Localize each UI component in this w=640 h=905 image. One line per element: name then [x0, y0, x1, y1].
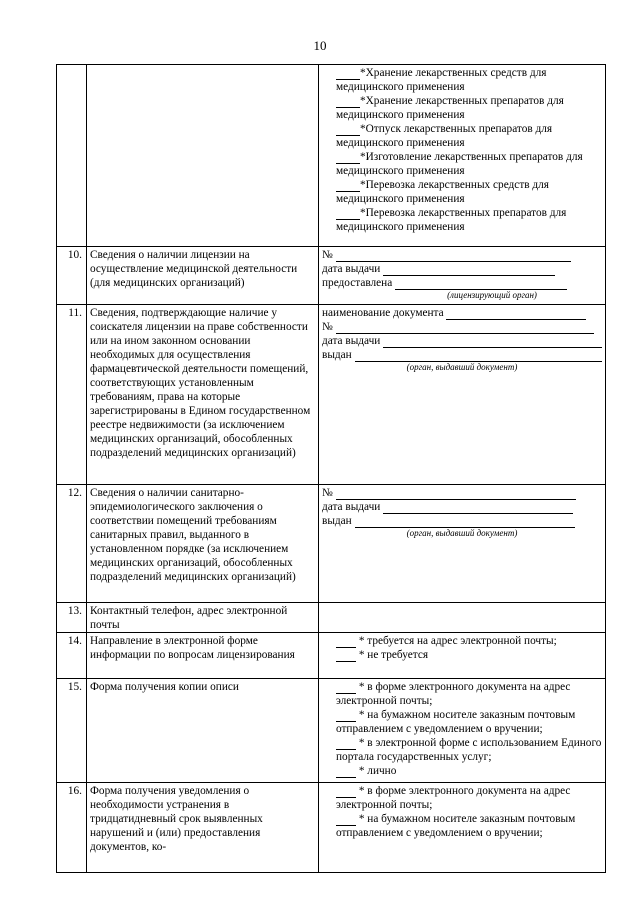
row-label: Форма получения копии описи	[87, 679, 319, 783]
table-row	[57, 679, 606, 783]
option-item[interactable]: *Хранение лекарственных средств для медицинского применения	[336, 67, 547, 93]
option-item[interactable]: * на бумажном носителе заказным почтовым отправлением с уведомлением о вручении;	[336, 709, 576, 735]
activity-options	[319, 65, 606, 247]
row-number: 11.	[57, 305, 87, 485]
document-number-field[interactable]: №	[322, 320, 602, 334]
option-item[interactable]: * в электронной форме с использованием Единого портала государственных услуг;	[336, 737, 602, 763]
row-label: Сведения о наличии санитарно-эпидемиологического заключения о соответствии помещений требованиям санитарных правил, выданного в установленном порядке (за исключением медицинских организаций, обособленных подразделений медицинских организаций)	[87, 485, 319, 603]
row-number: 10.	[57, 247, 87, 305]
table-row	[57, 783, 606, 873]
license-application-table	[56, 64, 606, 873]
field-caption: (лицензирующий орган)	[447, 290, 537, 300]
option-item[interactable]: *Перевозка лекарственных препаратов для медицинского применения	[336, 207, 567, 233]
issued-by-field[interactable]: предоставлена	[322, 276, 602, 290]
conclusion-number-field[interactable]: №	[322, 486, 602, 500]
table-row	[57, 65, 606, 247]
option-item[interactable]: *Хранение лекарственных препаратов для медицинского применения	[336, 95, 564, 121]
row-label: Форма получения уведомления о необходимости устранения в тридцатидневный срок выявленных нарушений и (или) предоставления документов, ко-	[87, 783, 319, 873]
row-label: Контактный телефон, адрес электронной почты	[87, 603, 319, 633]
issue-date-field[interactable]: дата выдачи	[322, 334, 602, 348]
row-number: 15.	[57, 679, 87, 783]
row-number: 13.	[57, 603, 87, 633]
table-row	[57, 247, 606, 305]
option-item[interactable]: * в форме электронного документа на адрес электронной почты;	[336, 681, 571, 707]
row-label: Сведения, подтверждающие наличие у соискателя лицензии на праве собственности или на ином законном основании необходимых для осуществления фармацевтической деятельности помещений, соответствующих установленным требованиям, права на которые зарегистрированы в Едином государственном реестре недвижимости (за исключением медицинских организаций, обособленных подразделений медицинских организаций)	[87, 305, 319, 485]
option-item[interactable]: *Перевозка лекарственных средств для медицинского применения	[336, 179, 549, 205]
row-number: 16.	[57, 783, 87, 873]
license-number-field[interactable]: №	[322, 248, 602, 262]
field-caption: (орган, выдавший документ)	[406, 362, 518, 372]
option-item[interactable]: * не требуется	[322, 648, 602, 662]
option-item[interactable]: *Изготовление лекарственных препаратов для медицинского применения	[336, 151, 583, 177]
option-item[interactable]: * на бумажном носителе заказным почтовым отправлением с уведомлением о вручении;	[336, 813, 576, 839]
issued-by-field[interactable]: выдан	[322, 348, 602, 362]
contact-field[interactable]	[319, 603, 606, 633]
page-number: 10	[313, 38, 327, 53]
option-item[interactable]: * требуется на адрес электронной почты;	[322, 634, 602, 648]
option-item[interactable]: * в форме электронного документа на адрес электронной почты;	[336, 785, 571, 811]
field-caption: (орган, выдавший документ)	[406, 528, 518, 538]
row-number: 14.	[57, 633, 87, 679]
document-name-field[interactable]: наименование документа	[322, 306, 602, 320]
issue-date-field[interactable]: дата выдачи	[322, 500, 602, 514]
option-item[interactable]: *Отпуск лекарственных препаратов для медицинского применения	[336, 123, 553, 149]
table-row	[57, 485, 606, 603]
row-label: Направление в электронной форме информации по вопросам лицензирования	[87, 633, 319, 679]
table-row	[57, 305, 606, 485]
table-row	[57, 603, 606, 633]
issue-date-field[interactable]: дата выдачи	[322, 262, 602, 276]
issued-by-field[interactable]: выдан	[322, 514, 602, 528]
table-row	[57, 633, 606, 679]
row-label: Сведения о наличии лицензии на осуществление медицинской деятельности (для медицинских организаций)	[87, 247, 319, 305]
row-number: 12.	[57, 485, 87, 603]
option-item[interactable]: * лично	[322, 764, 602, 778]
